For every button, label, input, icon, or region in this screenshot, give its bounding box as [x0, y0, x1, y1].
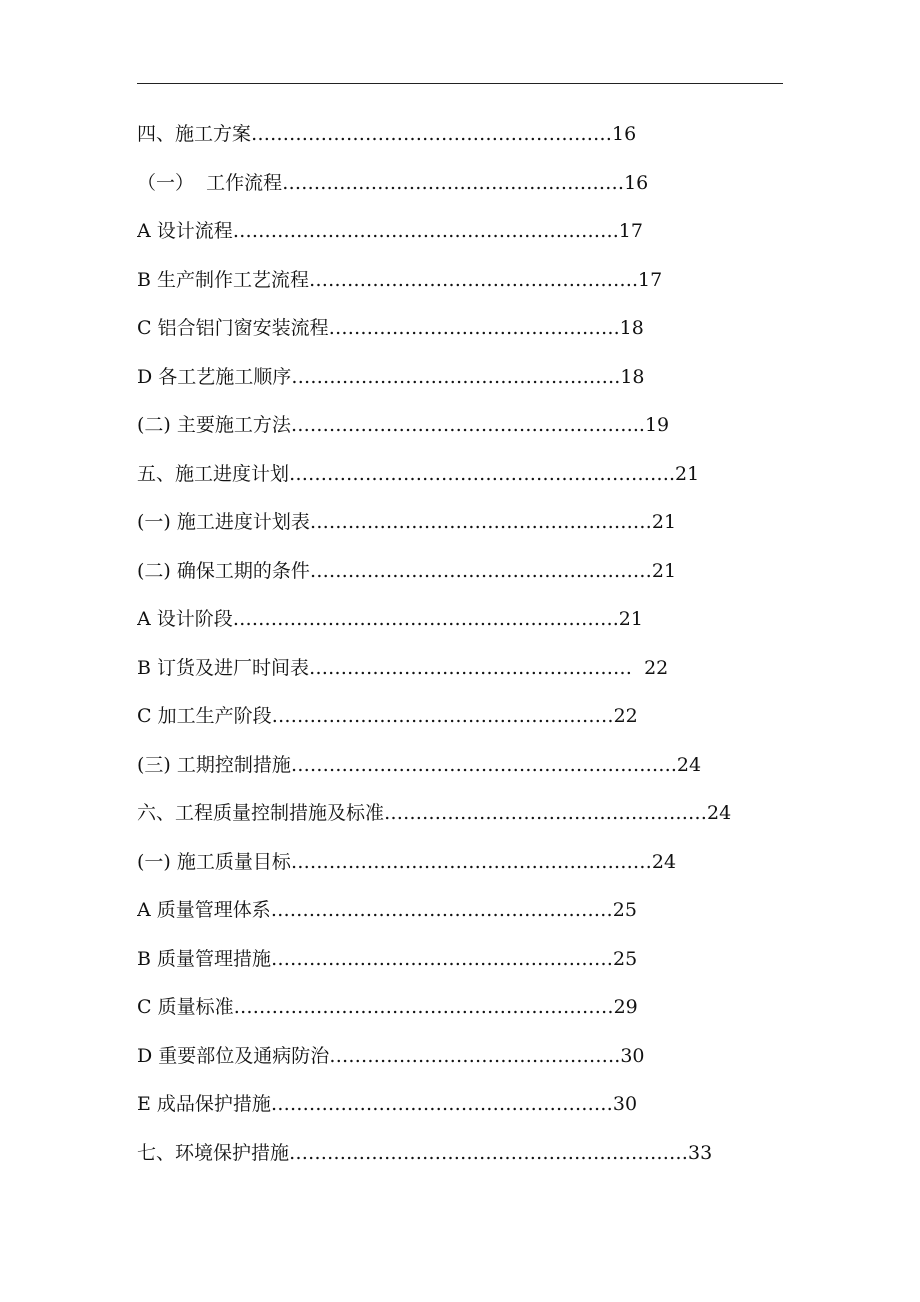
toc-entry-text: C 质量标准……………………………………………………29 — [137, 996, 638, 1018]
toc-entry-text: (二) 主要施工方法………………………………………………..19 — [137, 414, 670, 436]
toc-entry-text: A 设计阶段…………………………………………………….21 — [137, 608, 643, 630]
toc-entry[interactable] — [137, 886, 797, 935]
toc-entry-text: 五、施工进度计划…………………………………………………….21 — [137, 462, 700, 485]
toc-entry-text: B 质量管理措施………………………………………………25 — [137, 947, 638, 970]
toc-entry[interactable] — [137, 547, 797, 596]
toc-entry[interactable] — [137, 353, 797, 402]
toc-entry-text: E 成品保护措施………………………………………………30 — [137, 1093, 638, 1115]
toc-entry-text: 四、施工方案…………………………………………………16 — [137, 123, 637, 145]
toc-entry[interactable] — [137, 983, 797, 1032]
toc-entry-text: (一) 施工进度计划表………………………………………………21 — [137, 511, 677, 533]
toc-entry-text: B 订货及进厂时间表…………………………………………… 22 — [137, 656, 669, 679]
toc-entry[interactable] — [137, 304, 797, 353]
toc-entry-text: 七、环境保护措施………………………………………………………33 — [137, 1141, 713, 1164]
toc-entry-text: A 质量管理体系………………………………………………25 — [137, 899, 637, 921]
toc-entry[interactable] — [137, 935, 797, 984]
table-of-contents — [137, 110, 797, 1177]
toc-entry-text: D 各工艺施工顺序…………………………………………….18 — [137, 365, 645, 388]
toc-entry-text: （一） 工作流程………………………………………………16 — [137, 171, 649, 194]
toc-entry[interactable] — [137, 450, 797, 499]
toc-entry[interactable] — [137, 1129, 797, 1178]
toc-entry-text: (二) 确保工期的条件………………………………………………21 — [137, 559, 677, 582]
toc-entry[interactable] — [137, 741, 797, 790]
toc-entry-text: (三) 工期控制措施…………………………………………………….24 — [137, 753, 702, 776]
toc-entry[interactable] — [137, 1032, 797, 1081]
toc-entry-text: A 设计流程…………………………………………………….17 — [137, 220, 643, 242]
toc-entry-text: C 铝合铝门窗安装流程……………………………………….18 — [137, 317, 644, 339]
toc-entry-text: B 生产制作工艺流程…………………………………………….17 — [137, 268, 663, 291]
toc-entry[interactable] — [137, 110, 797, 159]
toc-entry[interactable] — [137, 1080, 797, 1129]
toc-entry[interactable] — [137, 789, 797, 838]
header-rule — [137, 83, 783, 84]
toc-entry[interactable] — [137, 401, 797, 450]
toc-entry-text: (一) 施工质量目标…………………………………………………24 — [137, 850, 677, 873]
toc-entry[interactable] — [137, 838, 797, 887]
toc-entry[interactable] — [137, 498, 797, 547]
toc-entry-text: C 加工生产阶段………………………………………………22 — [137, 705, 638, 727]
toc-entry[interactable] — [137, 159, 797, 208]
toc-entry-text: 六、工程质量控制措施及标准……………………………………………24 — [137, 802, 732, 824]
toc-entry[interactable] — [137, 256, 797, 305]
toc-entry-text: D 重要部位及通病防治……………………………………….30 — [137, 1044, 645, 1067]
toc-entry[interactable] — [137, 644, 797, 693]
toc-entry[interactable] — [137, 207, 797, 256]
toc-entry[interactable] — [137, 595, 797, 644]
toc-entry[interactable] — [137, 692, 797, 741]
